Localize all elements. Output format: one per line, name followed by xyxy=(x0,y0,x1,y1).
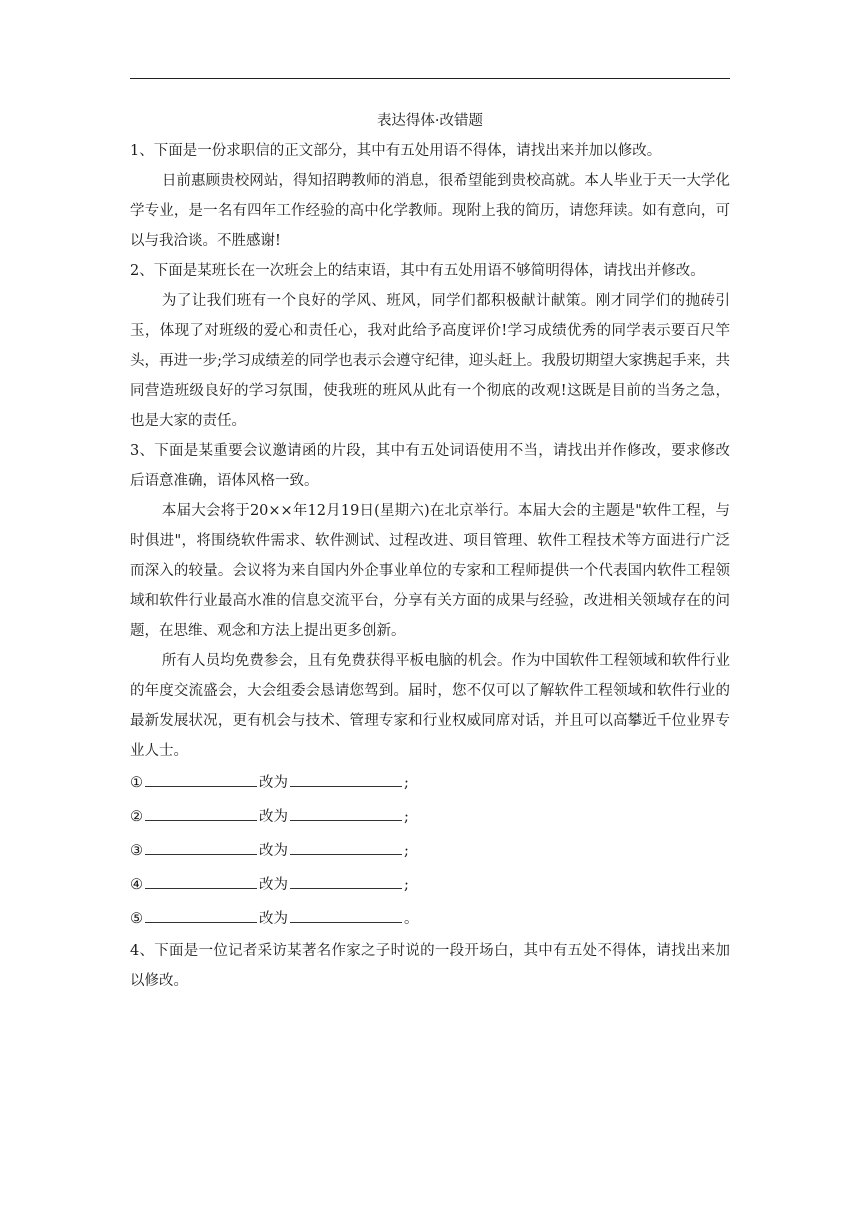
answer-number: ② xyxy=(130,809,143,825)
question-4-prompt: 4、下面是一位记者采访某著名作家之子时说的一段开场白，其中有五处不得体，请找出来加以修改。 xyxy=(130,943,730,989)
question-3-prompt: 3、下面是某重要会议邀请函的片段，其中有五处词语使用不当，请找出并作修改，要求修改后语意准确，语体风格一致。 xyxy=(130,443,730,489)
answer-line-5 xyxy=(130,902,730,936)
answer-blank-original[interactable] xyxy=(145,772,257,787)
answer-line-3 xyxy=(130,834,730,868)
answer-change-label: 改为 xyxy=(259,877,288,893)
answer-blank-revised[interactable] xyxy=(290,874,402,889)
question-1-paragraph: 日前惠顾贵校网站，得知招聘教师的消息，很希望能到贵校高就。本人毕业于天一大学化学专业，是一名有四年工作经验的高中化学教师。现附上我的简历，请您拜读。如有意向，可以与我洽谈。不胜感谢! xyxy=(130,173,730,249)
answer-blanks xyxy=(130,766,730,936)
answer-number: ① xyxy=(130,775,143,791)
question-1-prompt: 1、下面是一份求职信的正文部分，其中有五处用语不得体，请找出来并加以修改。 xyxy=(130,143,662,159)
question-2-paragraph: 为了让我们班有一个良好的学风、班风，同学们都积极献计献策。刚才同学们的抛砖引玉，体现了对班级的爱心和责任心，我对此给予高度评价!学习成绩优秀的同学表示要百尺竿头，再进一步;学习成绩差的同学也表示会遵守纪律，迎头赶上。我殷切期望大家携起手来，共同营造班级良好的学习氛围，使我班的班风从此有一个彻底的改观!这既是目前的当务之急，也是大家的责任。 xyxy=(130,293,730,429)
answer-change-label: 改为 xyxy=(259,775,288,791)
answer-change-label: 改为 xyxy=(259,809,288,825)
question-2-prompt: 2、下面是某班长在一次班会上的结束语，其中有五处用语不够简明得体，请找出并修改。 xyxy=(130,263,705,279)
answer-number: ③ xyxy=(130,843,143,859)
document-content xyxy=(130,106,730,996)
answer-number: ④ xyxy=(130,877,143,893)
answer-blank-original[interactable] xyxy=(145,908,257,923)
answer-line-1 xyxy=(130,766,730,800)
answer-terminator: ; xyxy=(404,877,409,893)
answer-terminator: ; xyxy=(404,775,409,791)
answer-blank-original[interactable] xyxy=(145,874,257,889)
document-title: 表达得体·改错题 xyxy=(376,113,484,129)
answer-line-2 xyxy=(130,800,730,834)
answer-blank-revised[interactable] xyxy=(290,908,402,923)
answer-terminator: ; xyxy=(404,843,409,859)
answer-blank-revised[interactable] xyxy=(290,840,402,855)
answer-blank-original[interactable] xyxy=(145,840,257,855)
answer-blank-original[interactable] xyxy=(145,806,257,821)
answer-number: ⑤ xyxy=(130,911,143,927)
answer-blank-revised[interactable] xyxy=(290,806,402,821)
answer-change-label: 改为 xyxy=(259,843,288,859)
question-3-paragraph-1: 本届大会将于20××年12月19日(星期六)在北京举行。本届大会的主题是"软件工程，与时俱进"，将围绕软件需求、软件测试、过程改进、项目管理、软件工程技术等方面进行广泛而深入的较量。会议将为来自国内外企事业单位的专家和工程师提供一个代表国内软件工程领域和软件行业最高水准的信息交流平台，分享有关方面的成果与经验，改进相关领域存在的问题，在思维、观念和方法上提出更多创新。 xyxy=(130,503,730,639)
answer-line-4 xyxy=(130,868,730,902)
question-3-paragraph-2: 所有人员均免费参会，且有免费获得平板电脑的机会。作为中国软件工程领域和软件行业的年度交流盛会，大会组委会恳请您驾到。届时，您不仅可以了解软件工程领域和软件行业的最新发展状况，更有机会与技术、管理专家和行业权威同席对话，并且可以高攀近千位业界专业人士。 xyxy=(130,653,730,759)
answer-change-label: 改为 xyxy=(259,911,288,927)
header-rule xyxy=(130,78,730,79)
answer-terminator: 。 xyxy=(404,911,419,927)
answer-blank-revised[interactable] xyxy=(290,772,402,787)
answer-terminator: ; xyxy=(404,809,409,825)
